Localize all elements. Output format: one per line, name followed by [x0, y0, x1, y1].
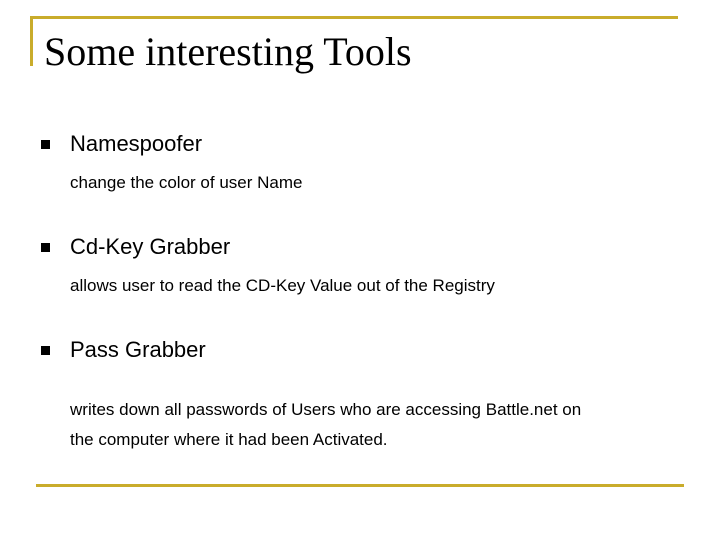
item-title-pass-grabber: Pass Grabber: [70, 337, 206, 362]
slide-title: Some interesting Tools: [44, 29, 412, 74]
square-bullet-icon: [41, 140, 50, 149]
item-description-namespoofer: change the color of user Name: [70, 173, 303, 192]
frame-left-rule: [30, 16, 33, 66]
square-bullet-icon: [41, 243, 50, 252]
item-description-line: writes down all passwords of Users who are accessing Battle.net on: [70, 400, 582, 419]
frame-top-rule: [30, 16, 678, 19]
item-title-namespoofer: Namespoofer: [70, 131, 203, 156]
item-title-cd-key-grabber: Cd-Key Grabber: [70, 234, 231, 259]
square-bullet-icon: [41, 346, 50, 355]
item-description-pass-grabber: [70, 395, 690, 455]
frame-bottom-rule: [36, 484, 684, 487]
item-description-cd-key-grabber: allows user to read the CD-Key Value out of the Registry: [70, 276, 495, 295]
item-description-line: the computer where it had been Activated.: [70, 430, 388, 449]
